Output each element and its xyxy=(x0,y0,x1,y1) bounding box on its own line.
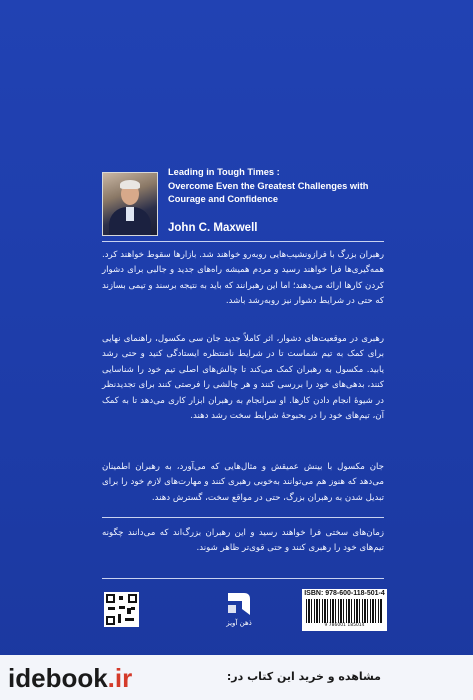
barcode-bars xyxy=(306,599,383,623)
title-line-1: Leading in Tough Times : xyxy=(168,167,280,177)
site-watermark[interactable] xyxy=(0,655,473,700)
watermark-caption: مشاهده و خرید این کتاب در: xyxy=(226,670,381,683)
divider-middle xyxy=(102,517,384,518)
isbn-barcode xyxy=(302,589,387,631)
title-line-2: Overcome Even the Greatest Challenges with xyxy=(168,180,369,191)
publisher-name: ذهن آویز xyxy=(226,619,252,627)
divider-bottom xyxy=(102,578,384,579)
watermark-logo[interactable]: idebook.ir xyxy=(8,663,133,693)
author-block xyxy=(102,167,402,260)
closing-paragraph: زمان‌های سختی فرا خواهند رسید و این رهبران بزرگ‌اند که می‌دانند چگونه تیم‌های خود را رهبری کنند و حتی قوی‌تر ظاهر شوند. xyxy=(102,528,384,554)
author-name: John C. Maxwell xyxy=(168,222,258,234)
author-photo xyxy=(102,172,158,236)
isbn-text: ISBN: 978-600-118-501-4 xyxy=(304,590,385,597)
publisher-logo xyxy=(222,589,256,631)
blurb-paragraph-2: رهبری در موقعیت‌های دشوار، اثر کاملاً جدید جان سی مکسول، راهنمای نهایی برای کمک به تیم شماست تا در شرایط نامنتظره ایستادگی کنید و حتی رشد یابید. مکسول به رهبران کمک می‌کند تا چالش‌های اصلی تیم خود را شناسایی کنند، بدهی‌های خود را بررسی کنند و هر چالشی را فرصتی کنند برای تجدیدنظر در شیوهٔ انجام دادن کارها. او سرانجام به رهبران ابزار کاری می‌دهد تا به کمک آن، تیم‌های خود را در بحبوحهٔ شرایط سخت رشد دهند. xyxy=(102,334,384,422)
divider-top xyxy=(102,241,384,242)
title-line-3: Courage and Confidence xyxy=(168,194,279,204)
blurb-paragraph-1: رهبران بزرگ با فرازونشیب‌هایی روبه‌رو خواهند شد. بازارها سقوط خواهند کرد. همه‌گیری‌ها فرا خواهند رسید و مردم همیشه راه‌های جدید و جالبی برای دشوار کردن کارها ارائه می‌دهند؛ اما این رهبرانند که باید به نتیجه برسند و تیمی بسازند که حتی در شرایط دشوار نیز روبه‌رشد باشد. xyxy=(102,250,384,307)
blurb-paragraph-3: جان مکسول با بینش عمیقش و مثال‌هایی که می‌آورد، به رهبران اطمینان می‌دهد که هنوز هم می‌توانند به‌خوبی رهبری کنند و مهارت‌های لازم خود را برای تبدیل شدن به رهبران بزرگ، حتی در مواقع سخت، گسترش دهند. xyxy=(102,462,384,503)
barcode-digits: 9 786001 185014 xyxy=(324,623,365,628)
qr-code xyxy=(104,592,139,627)
english-book-title xyxy=(168,166,418,207)
